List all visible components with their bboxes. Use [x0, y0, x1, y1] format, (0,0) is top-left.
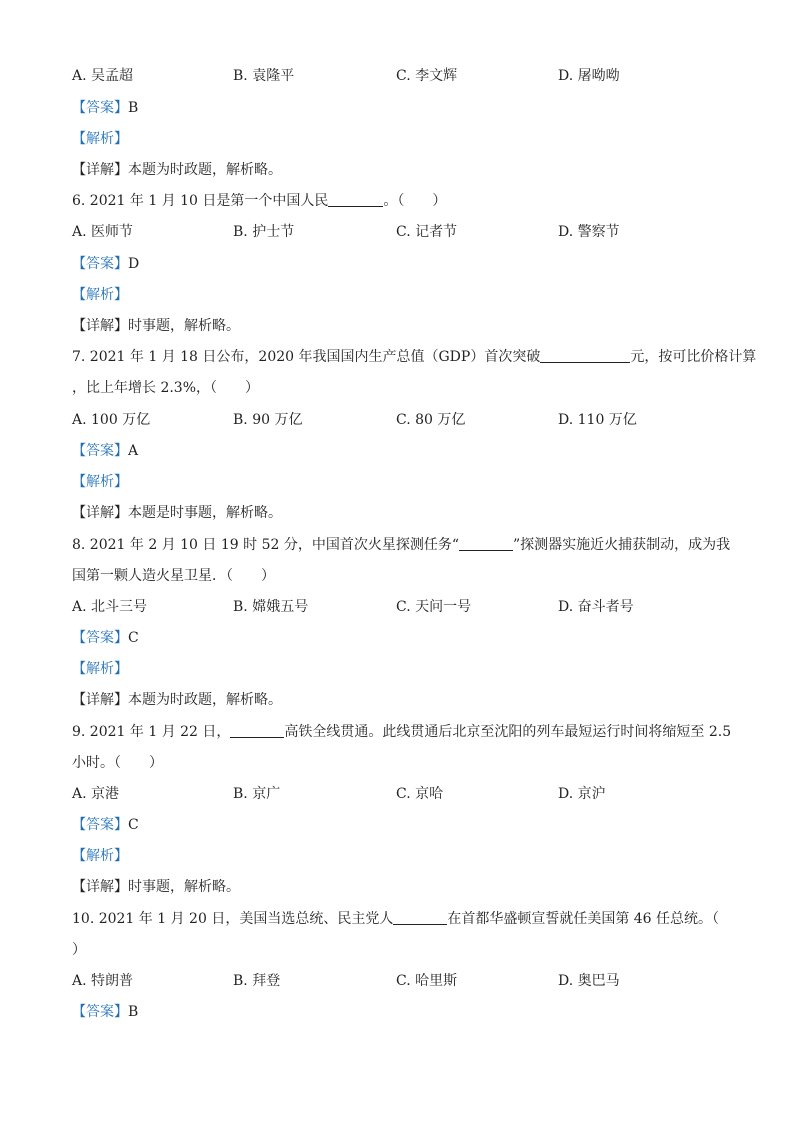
q10-answer-tag: 【答案】 [72, 1004, 128, 1020]
q10-answer [72, 1002, 138, 1022]
q9-option-c: C. 京哈 [396, 786, 444, 802]
q9-detail-text: 时事题，解析略。 [128, 879, 240, 895]
q7-answer-tag: 【答案】 [72, 443, 128, 459]
q6-options [72, 222, 732, 242]
q8-stem-b: ”探测器实施近火捕获制动，成为我 [513, 537, 731, 553]
q6-blank [328, 192, 383, 207]
q7-option-b: B. 90 万亿 [233, 412, 303, 428]
q9-option-b: B. 京广 [233, 786, 281, 802]
q5-option-d: D. 屠呦呦 [558, 68, 620, 84]
q6-stem-b: 。（ ） [383, 193, 447, 209]
q7-detail-tag: 【详解】 [72, 505, 128, 521]
q9-blank [230, 723, 284, 738]
q7-option-c: C. 80 万亿 [396, 412, 466, 428]
q6-analysis: 【解析】 [72, 287, 128, 303]
q9-detail-tag: 【详解】 [72, 879, 128, 895]
q7-stem-line1 [72, 347, 756, 367]
q5-detail-tag: 【详解】 [72, 162, 128, 178]
q9-detail [72, 877, 240, 897]
q5-detail-text: 本题为时政题，解析略。 [128, 162, 282, 178]
q8-stem-line2: 国第一颗人造火星卫星．（ ） [72, 568, 275, 584]
q8-options [72, 597, 732, 617]
q9-answer-value: C [128, 817, 139, 833]
q8-answer-value: C [128, 630, 139, 646]
q9-option-d: D. 京沪 [558, 786, 606, 802]
q8-answer-tag: 【答案】 [72, 630, 128, 646]
q8-blank [459, 536, 513, 551]
q8-option-c: C. 天问一号 [396, 599, 472, 615]
q10-stem-b: 在首都华盛顿宣誓就任美国第 46 任总统。（ [447, 911, 720, 927]
q6-stem-a: 6. 2021 年 1 月 10 日是第一个中国人民 [72, 193, 329, 209]
q6-answer-value: D [128, 256, 140, 272]
q10-option-d: D. 奥巴马 [558, 973, 620, 989]
q7-stem-line2: ，比上年增长 2.3%，（ ） [72, 380, 260, 396]
q10-stem-line1 [72, 909, 719, 929]
q6-option-a: A. 医师节 [72, 224, 134, 240]
q8-detail-text: 本题为时政题，解析略。 [128, 692, 282, 708]
q7-analysis: 【解析】 [72, 474, 128, 490]
q5-option-b: B. 袁隆平 [233, 68, 295, 84]
q5-answer [72, 98, 138, 118]
q10-blank [393, 910, 447, 925]
q8-analysis: 【解析】 [72, 661, 128, 677]
q10-option-c: C. 哈里斯 [396, 973, 458, 989]
q5-answer-value: B [128, 100, 139, 116]
q10-stem-a: 10. 2021 年 1 月 20 日，美国当选总统、民主党人 [72, 911, 394, 927]
q6-detail-text: 时事题，解析略。 [128, 318, 240, 334]
q9-stem-line1 [72, 722, 731, 742]
q5-detail [72, 160, 282, 180]
q6-answer-tag: 【答案】 [72, 256, 128, 272]
q9-options [72, 784, 732, 804]
q6-option-c: C. 记者节 [396, 224, 458, 240]
q6-stem [72, 191, 446, 211]
q10-answer-value: B [128, 1004, 139, 1020]
q10-stem-line2: ） [72, 942, 86, 958]
q7-stem-a: 7. 2021 年 1 月 18 日公布，2020 年我国国内生产总值（GDP）首次突破 [72, 349, 541, 365]
q6-answer [72, 254, 139, 274]
q9-stem-a: 9. 2021 年 1 月 22 日， [72, 724, 231, 740]
q10-option-b: B. 拜登 [233, 973, 281, 989]
q10-options [72, 971, 732, 991]
q5-answer-tag: 【答案】 [72, 100, 128, 116]
q8-stem-a: 8. 2021 年 2 月 10 日 19 时 52 分，中国首次火星探测任务“ [72, 537, 459, 553]
q5-options [72, 66, 732, 86]
q9-stem-b: 高铁全线贯通。此线贯通后北京至沈阳的列车最短运行时间将缩短至 2.5 [284, 724, 732, 740]
q8-answer [72, 628, 139, 648]
q7-option-a: A. 100 万亿 [72, 412, 151, 428]
q8-option-b: B. 嫦娥五号 [233, 599, 309, 615]
q7-option-d: D. 110 万亿 [558, 412, 637, 428]
q6-option-d: D. 警察节 [558, 224, 620, 240]
q5-analysis: 【解析】 [72, 131, 128, 147]
q7-stem-b: 元，按可比价格计算 [630, 349, 757, 365]
q8-option-d: D. 奋斗者号 [558, 599, 634, 615]
q7-answer-value: A [128, 443, 139, 459]
q5-option-c: C. 李文辉 [396, 68, 458, 84]
q8-option-a: A. 北斗三号 [72, 599, 148, 615]
q8-detail [72, 690, 282, 710]
q6-detail [72, 316, 240, 336]
q9-answer-tag: 【答案】 [72, 817, 128, 833]
q9-option-a: A. 京港 [72, 786, 120, 802]
q9-answer [72, 815, 139, 835]
q6-detail-tag: 【详解】 [72, 318, 128, 334]
q7-blank [540, 348, 630, 363]
q8-detail-tag: 【详解】 [72, 692, 128, 708]
q7-detail [72, 503, 282, 523]
q8-stem-line1 [72, 535, 730, 555]
q9-analysis: 【解析】 [72, 848, 128, 864]
q7-options [72, 410, 732, 430]
q9-stem-line2: 小时。（ ） [72, 755, 163, 771]
q10-option-a: A. 特朗普 [72, 973, 134, 989]
q6-option-b: B. 护士节 [233, 224, 295, 240]
q7-answer [72, 441, 138, 461]
q5-option-a: A. 吴孟超 [72, 68, 134, 84]
q7-detail-text: 本题是时事题，解析略。 [128, 505, 282, 521]
